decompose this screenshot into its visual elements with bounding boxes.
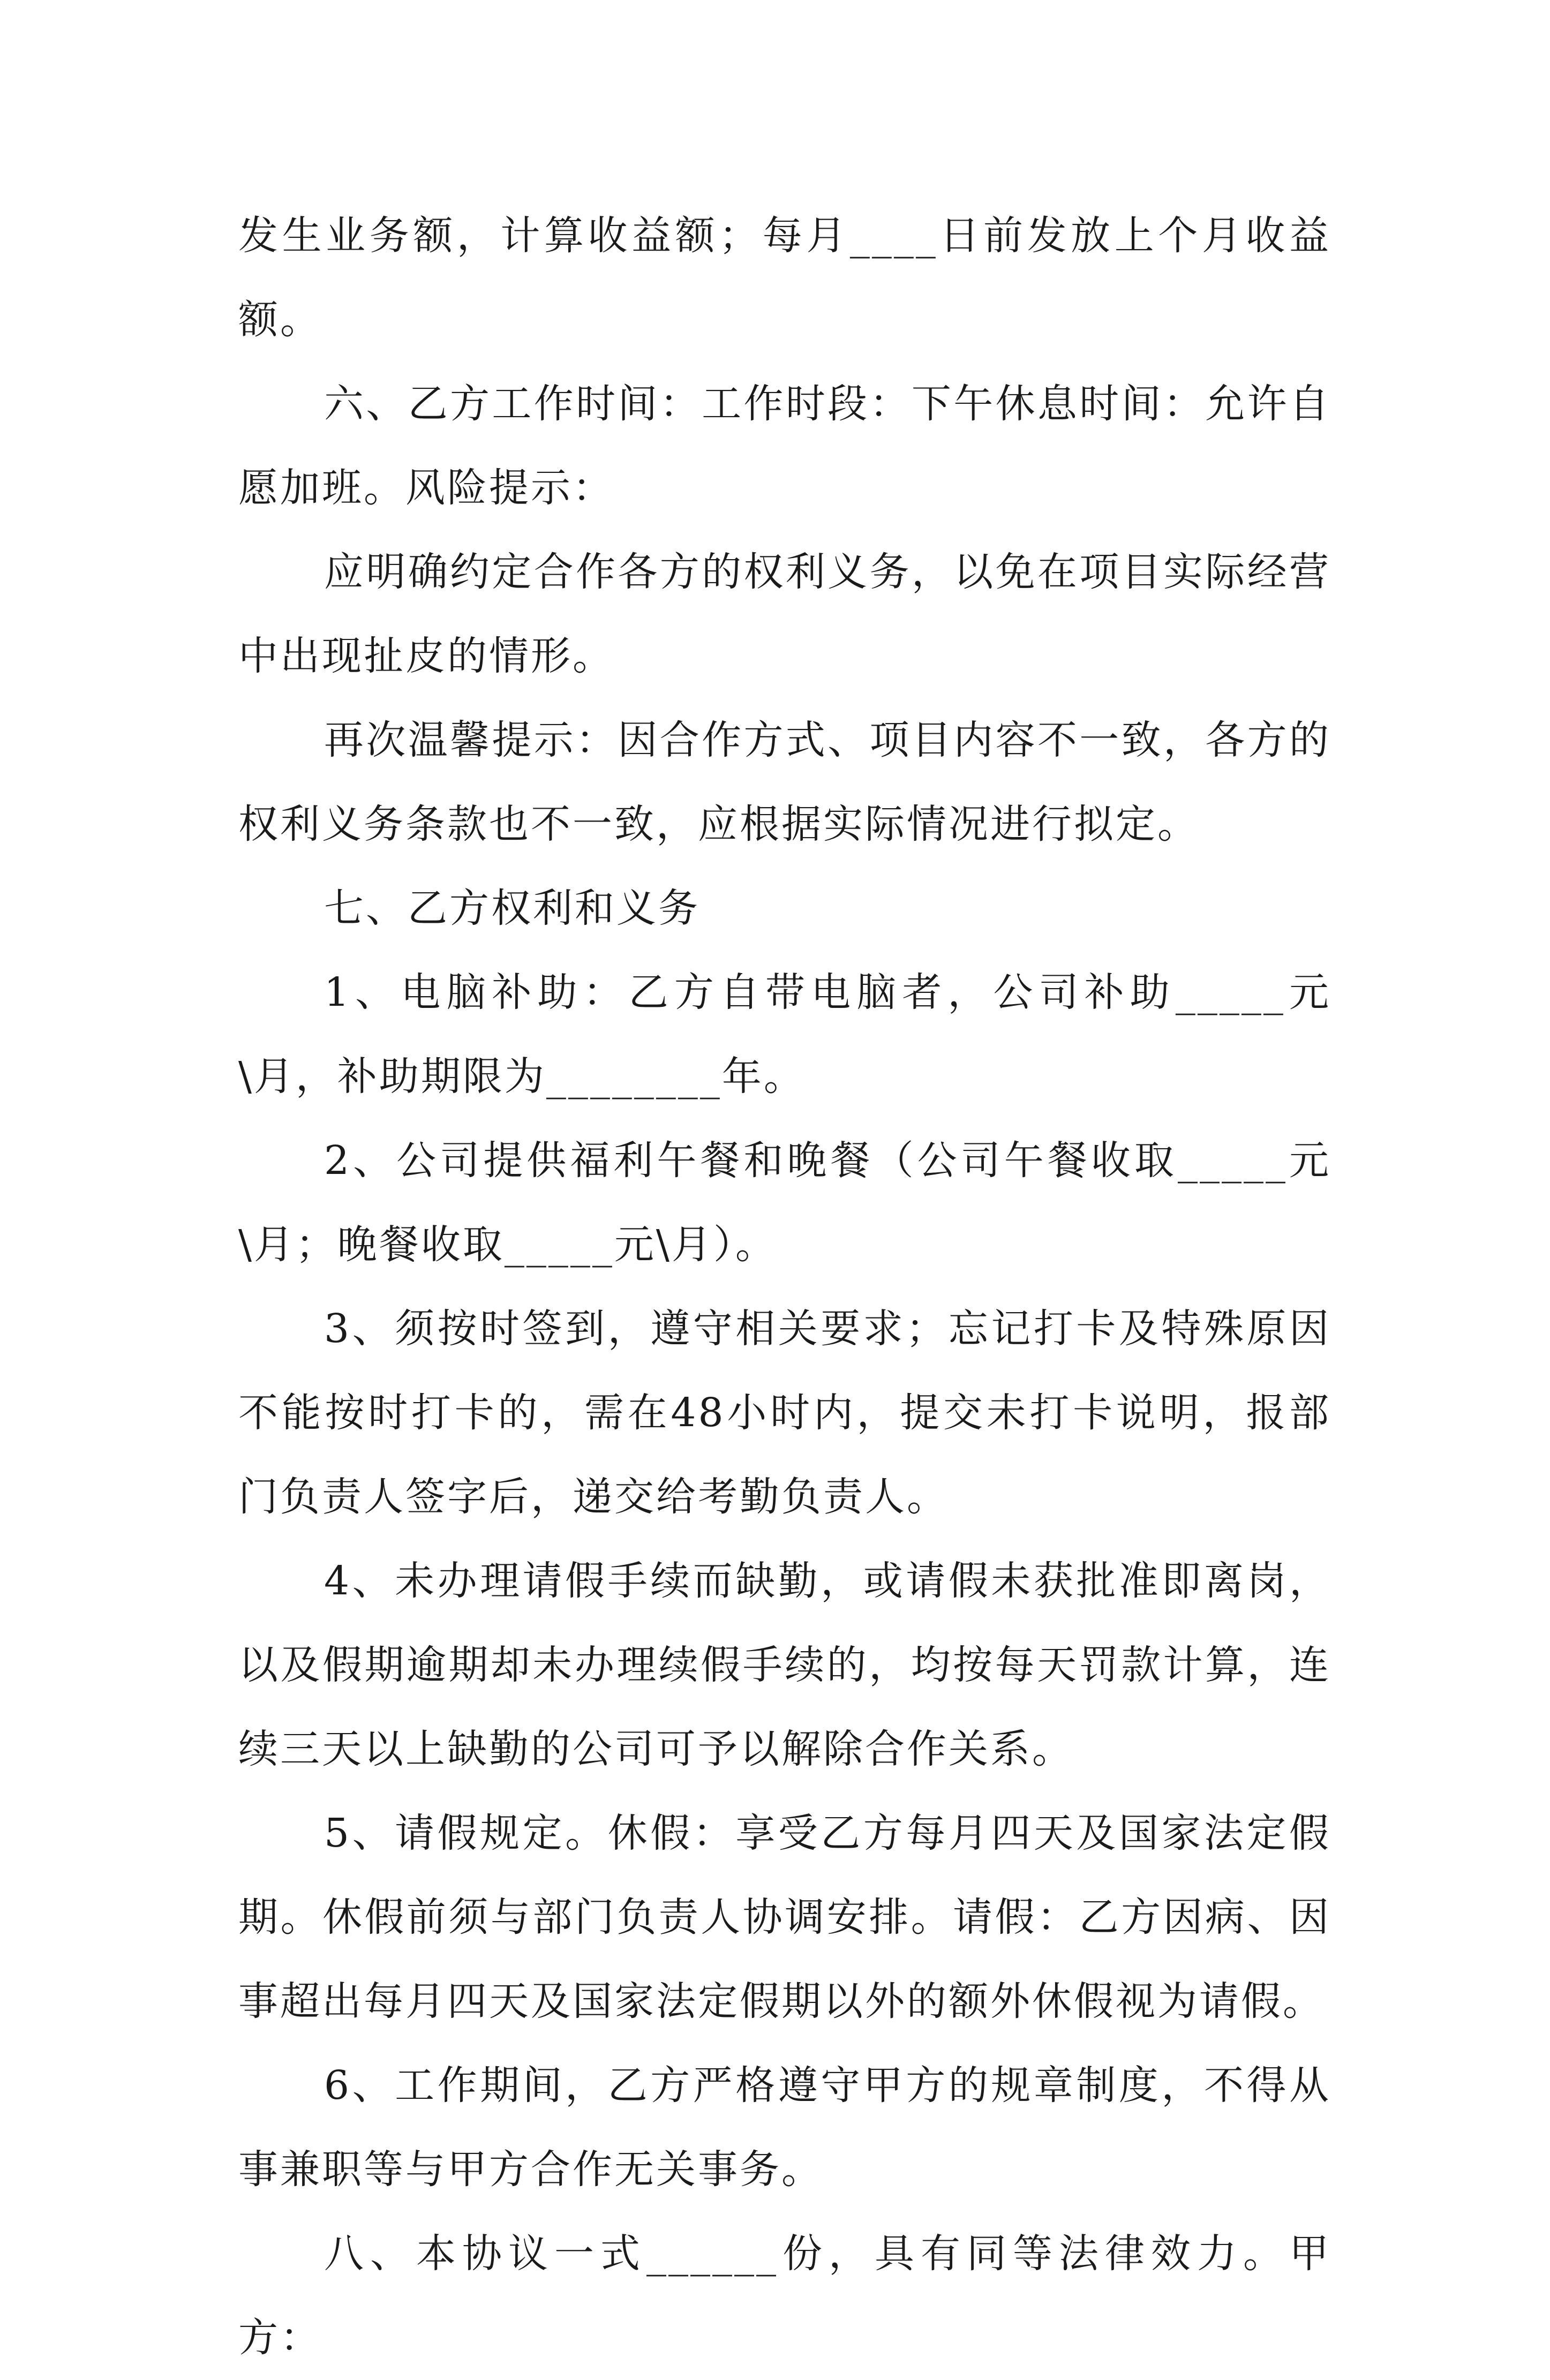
clause-meals: 2、公司提供福利午餐和晚餐（公司午餐收取_____元\月；晚餐收取_____元\月）。 xyxy=(238,1138,1331,1268)
clause-computer-subsidy: 1、电脑补助：乙方自带电脑者，公司补助_____元\月，补助期限为________年。 xyxy=(238,969,1331,1099)
clause-work-conduct: 6、工作期间，乙方严格遵守甲方的规章制度，不得从事兼职等与甲方合作无关事务。 xyxy=(238,2062,1331,2193)
document-body xyxy=(238,194,1331,2380)
section-heading-rights-duties: 七、乙方权利和义务 xyxy=(324,885,700,931)
section-agreement-copies: 八、本协议一式______份，具有同等法律效力。甲方： xyxy=(238,2231,1331,2361)
paragraph-risk-note: 应明确约定合作各方的权利义务，以免在项目实际经营中出现扯皮的情形。 xyxy=(238,549,1331,679)
paragraph-income-payment: 发生业务额，计算收益额；每月____日前发放上个月收益额。 xyxy=(238,213,1331,343)
clause-attendance: 3、须按时签到，遵守相关要求；忘记打卡及特殊原因不能按时打卡的，需在48小时内，提交未打卡说明，报部门负责人签字后，递交给考勤负责人。 xyxy=(238,1306,1331,1520)
paragraph-work-hours: 六、乙方工作时间：工作时段：下午休息时间：允许自愿加班。风险提示： xyxy=(238,381,1331,511)
clause-leave-rules: 5、请假规定。休假：享受乙方每月四天及国家法定假期。休假前须与部门负责人协调安排。请假：乙方因病、因事超出每月四天及国家法定假期以外的额外休假视为请假。 xyxy=(238,1810,1331,2024)
paragraph-reminder: 再次温馨提示：因合作方式、项目内容不一致，各方的权利义务条款也不一致，应根据实际情况进行拟定。 xyxy=(238,717,1331,847)
clause-absence: 4、未办理请假手续而缺勤，或请假未获批准即离岗，以及假期逾期却未办理续假手续的，均按每天罚款计算，连续三天以上缺勤的公司可予以解除合作关系。 xyxy=(238,1558,1331,1772)
